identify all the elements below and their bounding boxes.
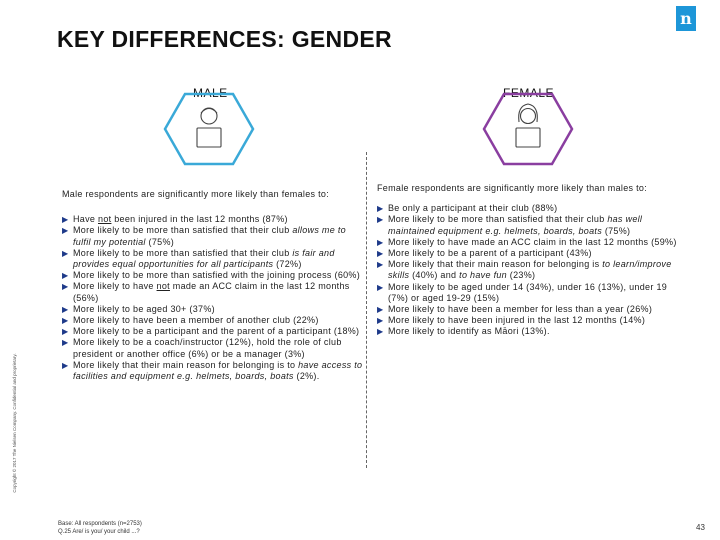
page-title: KEY DIFFERENCES: GENDER xyxy=(57,26,392,52)
bullet-text: More likely to identify as Māori (13%). xyxy=(388,326,550,337)
bullet-text: More likely to be more than satisfied with the joining process (60%) xyxy=(73,270,361,281)
bullet-text: (23%) xyxy=(506,270,536,281)
base-note xyxy=(58,520,142,536)
female-hexagon xyxy=(482,92,574,166)
male-bullet-item xyxy=(62,337,364,359)
copyright-note: Copyright © 2017 The Nielsen Company. Confidential and proprietary. xyxy=(12,353,17,493)
female-label: FEMALE xyxy=(503,86,555,100)
bullet-arrow-icon: ▶ xyxy=(62,304,69,314)
bullet-text: More likely to have xyxy=(73,281,157,292)
male-bullet-item xyxy=(62,225,364,247)
bullet-text: (2%). xyxy=(293,371,320,382)
female-bullet-item xyxy=(377,237,685,248)
bullet-arrow-icon: ▶ xyxy=(377,260,384,270)
bullet-text: not xyxy=(98,214,112,225)
bullet-arrow-icon: ▶ xyxy=(377,215,384,225)
bullet-arrow-icon: ▶ xyxy=(62,338,69,348)
male-bullet-item xyxy=(62,270,364,281)
bullet-text: More likely to be aged 30+ (37%) xyxy=(73,303,215,314)
female-bullet-item xyxy=(377,259,685,281)
bullet-text: (75%) xyxy=(145,236,175,247)
male-hexagon-outline xyxy=(165,94,253,164)
bullet-arrow-icon: ▶ xyxy=(377,305,384,315)
male-bullet-item xyxy=(62,315,364,326)
male-intro: Male respondents are significantly more likely than females to: xyxy=(62,189,330,199)
male-bullet-list xyxy=(62,214,364,382)
bullet-arrow-icon: ▶ xyxy=(62,215,69,225)
bullet-text: More likely that their main reason for belonging is xyxy=(388,259,603,270)
bullet-text: More likely to have been a member for less than a year (26%) xyxy=(388,304,653,315)
base-line-2: Q.25 Are/ is you/ your child ...? xyxy=(58,529,140,535)
bullet-text: to have fun xyxy=(459,270,507,281)
bullet-text: More likely to have made an ACC claim in the last 12 months (59%) xyxy=(388,236,677,247)
bullet-text: has well maintained equipment e.g. helmets, boards, boats xyxy=(388,214,643,236)
male-bullet-item xyxy=(62,214,364,225)
bullet-arrow-icon: ▶ xyxy=(377,249,384,259)
bullet-text: (75%) xyxy=(602,225,631,236)
male-person-icon xyxy=(197,108,221,147)
male-bullet-item xyxy=(62,281,364,303)
bullet-arrow-icon: ▶ xyxy=(62,360,69,370)
bullet-text: More likely that their main reason for belonging is to xyxy=(73,359,299,370)
male-bullet-item xyxy=(62,360,364,382)
female-column xyxy=(377,183,685,338)
female-intro: Female respondents are significantly more likely than males to: xyxy=(377,183,648,193)
male-label: MALE xyxy=(193,86,228,100)
male-bullet-item xyxy=(62,248,364,270)
bullet-text: More likely to be more than satisfied that their club xyxy=(388,214,608,225)
bullet-text: made an ACC claim in the last 12 months (56%) xyxy=(73,281,350,303)
bullet-text: Have xyxy=(73,214,99,225)
female-bullet-item xyxy=(377,326,685,337)
male-bullet-item xyxy=(62,304,364,315)
bullet-arrow-icon: ▶ xyxy=(377,282,384,292)
nielsen-logo: n xyxy=(676,6,696,31)
bullet-arrow-icon: ▶ xyxy=(377,316,384,326)
bullet-arrow-icon: ▶ xyxy=(62,271,69,281)
bullet-arrow-icon: ▶ xyxy=(62,248,69,258)
bullet-text: More likely to be a participant and the parent of a participant (18%) xyxy=(73,326,360,337)
column-divider xyxy=(366,152,367,468)
bullet-text: (72%) xyxy=(273,259,302,270)
female-bullet-item xyxy=(377,315,685,326)
bullet-text: More likely to be a parent of a participant (43%) xyxy=(388,248,592,259)
male-column xyxy=(62,189,364,382)
bullet-arrow-icon: ▶ xyxy=(62,327,69,337)
bullet-text: is fair and provides equal opportunities for all participants xyxy=(73,247,335,270)
female-person-icon xyxy=(516,104,540,147)
bullet-arrow-icon: ▶ xyxy=(377,327,384,337)
bullet-text: More likely to be more than satisfied that their club xyxy=(73,225,293,236)
female-bullet-list xyxy=(377,203,685,337)
bullet-arrow-icon: ▶ xyxy=(62,282,69,292)
bullet-text: More likely to be a coach/instructor (12%), hold the role of club president or another office (6%) or be a manager (3%) xyxy=(73,337,342,359)
male-bullet-item xyxy=(62,326,364,337)
female-bullet-item xyxy=(377,248,685,259)
bullet-arrow-icon: ▶ xyxy=(62,226,69,236)
bullet-text: have access to facilities and equipment e.g. helmets, boards, boats xyxy=(73,359,363,382)
bullet-text: More likely to be more than satisfied that their club xyxy=(73,247,293,258)
bullet-text: to learn/improve skills xyxy=(388,259,672,281)
bullet-text: not xyxy=(156,281,170,292)
bullet-text: (40%) and xyxy=(409,270,460,281)
bullet-text: allows me to fulfil my potential xyxy=(73,225,346,247)
bullet-arrow-icon: ▶ xyxy=(62,316,69,326)
female-bullet-item xyxy=(377,214,685,236)
male-hexagon xyxy=(163,92,255,166)
bullet-text: been injured in the last 12 months (87%) xyxy=(111,214,288,225)
base-line-1: Base: All respondents (n=2753) xyxy=(58,521,142,527)
bullet-arrow-icon: ▶ xyxy=(377,204,384,214)
bullet-text: More likely to have been injured in the last 12 months (14%) xyxy=(388,315,646,326)
female-bullet-item xyxy=(377,304,685,315)
bullet-text: More likely to be aged under 14 (34%), under 16 (13%), under 19 (7%) or aged 19-29 (15%) xyxy=(388,281,668,303)
female-bullet-item xyxy=(377,203,685,214)
bullet-text: More likely to have been a member of another club (22%) xyxy=(73,315,319,326)
bullet-arrow-icon: ▶ xyxy=(377,237,384,247)
page-number: 43 xyxy=(696,523,705,532)
bullet-text: Be only a participant at their club (88%) xyxy=(388,203,558,214)
female-bullet-item xyxy=(377,282,685,304)
